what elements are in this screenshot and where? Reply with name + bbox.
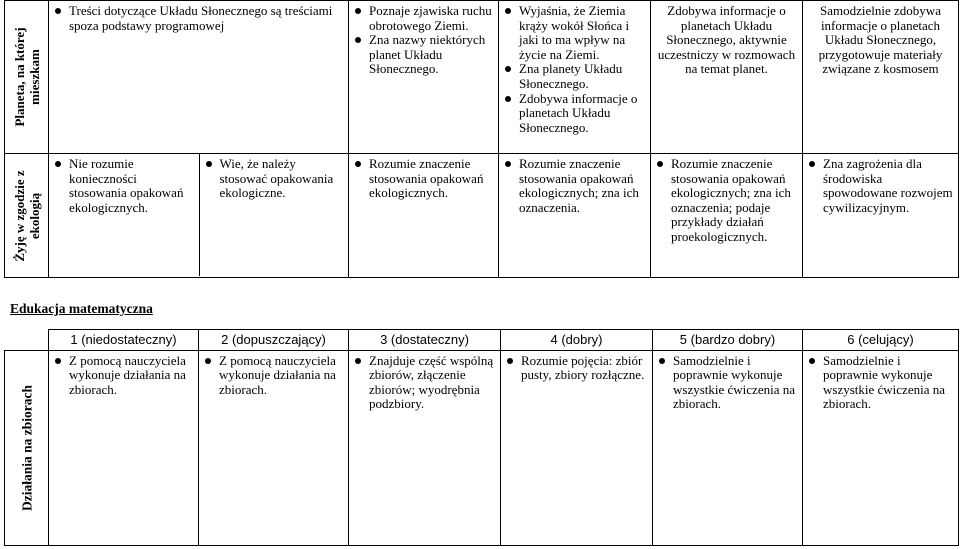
grade-cell — [803, 1, 959, 154]
grade-header: 6 (celujący) — [803, 330, 959, 351]
list-item: Znajduje część wspólną zbiorów, złączenie zbiorów; wyodrębnia podzbiory. — [353, 354, 496, 412]
cell-text: Zdobywa informacje o planetach Układu Słonecznego, aktywnie uczestniczy w rozmowach na temat planet. — [657, 3, 796, 77]
grade-header: 4 (dobry) — [501, 330, 653, 351]
row-label: Działania na zbiorach — [19, 384, 34, 511]
table-row — [5, 1, 959, 154]
list-item: Z pomocą nauczyciela wykonuje działania na zbiorach. — [203, 354, 344, 398]
bullet-list — [807, 157, 954, 215]
grades-table-top — [4, 0, 959, 278]
list-item: Rozumie pojęcia: zbiór pusty, zbiory rozłączne. — [505, 354, 648, 383]
grades-table-math — [4, 329, 959, 546]
bullet-list — [655, 157, 798, 245]
row-label-cell — [5, 350, 49, 545]
bullet-list — [503, 4, 646, 135]
grade-cell — [499, 1, 651, 154]
grade-cell — [49, 1, 349, 154]
row-label: Żyję w zgodzie z ekologią — [11, 169, 42, 262]
grade-header: 1 (niedostateczny) — [49, 330, 199, 351]
bullet-list — [353, 4, 494, 77]
list-item: Z pomocą nauczyciela wykonuje działania na zbiorach. — [53, 354, 194, 398]
bullet-list — [807, 354, 954, 412]
header-corner — [5, 330, 49, 351]
list-item: Nie rozumie konieczności stosowania opakowań ekologicznych. — [53, 157, 195, 215]
grade-cell — [651, 1, 803, 154]
table-row — [5, 350, 959, 545]
list-item: Rozumie znaczenie stosowania opakowań ekologicznych. — [353, 157, 494, 201]
list-item: Treści dotyczące Układu Słonecznego są treściami spoza podstawy programowej — [53, 4, 344, 33]
table-row — [5, 154, 959, 278]
bullet-list — [53, 354, 194, 398]
split-table — [49, 154, 348, 276]
grade-header: 5 (bardzo dobry) — [653, 330, 803, 351]
list-item: Zna planety Układu Słonecznego. — [503, 62, 646, 91]
grade-header: 3 (dostateczny) — [349, 330, 501, 351]
grade-cell — [653, 350, 803, 545]
grade-cell — [49, 154, 199, 276]
list-item: Zna nazwy niektórych planet Układu Słonecznego. — [353, 33, 494, 77]
list-item: Rozumie znaczenie stosowania opakowań ekologicznych; zna ich oznaczenia; podaje przykłady działań proekologicznych. — [655, 157, 798, 245]
split-cell — [49, 154, 349, 278]
grade-cell — [803, 154, 959, 278]
section-title: Edukacja matematyczna — [10, 301, 153, 316]
list-item: Samodzielnie i poprawnie wykonuje wszystkie ćwiczenia na zbiorach. — [657, 354, 798, 412]
header-row — [5, 330, 959, 351]
row-label-cell — [5, 1, 49, 154]
list-item: Samodzielnie i poprawnie wykonuje wszystkie ćwiczenia na zbiorach. — [807, 354, 954, 412]
bullet-list — [353, 354, 496, 412]
row-label-cell — [5, 154, 49, 278]
bullet-list — [53, 157, 195, 215]
grade-cell — [349, 154, 499, 278]
list-item: Rozumie znaczenie stosowania opakowań ekologicznych; zna ich oznaczenia. — [503, 157, 646, 215]
bullet-list — [505, 354, 648, 383]
grade-cell — [199, 350, 349, 545]
grade-cell — [349, 350, 501, 545]
bullet-list — [204, 157, 345, 201]
bullet-list — [503, 157, 646, 215]
grade-cell — [501, 350, 653, 545]
bullet-list — [657, 354, 798, 412]
grade-cell — [349, 1, 499, 154]
grade-cell — [651, 154, 803, 278]
grade-cell — [199, 154, 348, 276]
bullet-list — [203, 354, 344, 398]
grade-cell — [803, 350, 959, 545]
list-item: Poznaje zjawiska ruchu obrotowego Ziemi. — [353, 4, 494, 33]
list-item: Zna zagrożenia dla środowiska spowodowane rozwojem cywilizacyjnym. — [807, 157, 954, 215]
bullet-list — [53, 4, 344, 33]
grade-cell — [49, 350, 199, 545]
cell-text: Samodzielnie zdobywa informacje o planetach Układu Słonecznego, przygotowuje materiały związane z kosmosem — [818, 3, 943, 77]
row-label: Planeta, na której mieszkam — [11, 27, 42, 127]
list-item: Wyjaśnia, że Ziemia krąży wokół Słońca i jaki to ma wpływ na życie na Ziemi. — [503, 4, 646, 62]
grade-header: 2 (dopuszczający) — [199, 330, 349, 351]
list-item: Wie, że należy stosować opakowania ekologiczne. — [204, 157, 345, 201]
bullet-list — [353, 157, 494, 201]
list-item: Zdobywa informacje o planetach Układu Słonecznego. — [503, 92, 646, 136]
grade-cell — [499, 154, 651, 278]
